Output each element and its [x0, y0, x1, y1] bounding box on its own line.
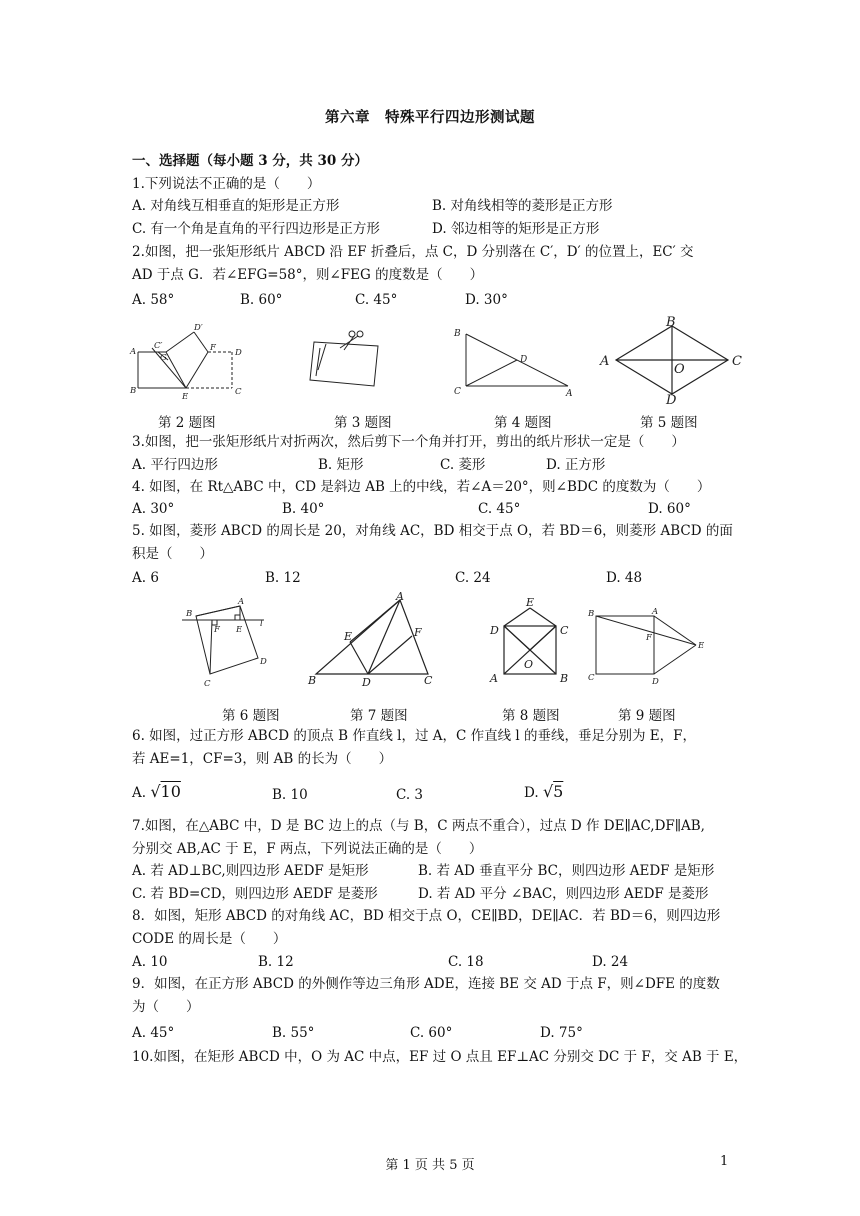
caption-figure-3: 第 3 题图 [334, 415, 392, 431]
fig6-label-c: C [204, 679, 211, 689]
q8-option-b: B. 12 [258, 954, 294, 970]
fig7-label-e: E [344, 630, 353, 643]
q3-option-c: C. 菱形 [440, 457, 486, 473]
q4-option-c: C. 45° [478, 501, 521, 517]
q5-option-c: C. 24 [455, 570, 491, 586]
q1-stem: 1.下列说法不正确的是（ ） [132, 176, 321, 192]
q8-option-d: D. 24 [592, 954, 629, 970]
caption-figure-7: 第 7 题图 [350, 708, 408, 724]
q2-option-d: D. 30° [465, 292, 508, 308]
q9-option-a: A. 45° [132, 1025, 175, 1041]
q9-stem-line2: 为（ ） [132, 999, 200, 1015]
page-number: 1 [720, 1154, 729, 1169]
q2-option-c: C. 45° [355, 292, 398, 308]
fig6-label-l: l [260, 619, 263, 629]
section-heading: 一、选择题（每小题 3 分，共 30 分） [132, 153, 368, 169]
fig5-label-c: C [732, 354, 742, 369]
q3-option-b: B. 矩形 [318, 457, 364, 473]
fig8-label-d: D [490, 624, 499, 637]
figure-9 [584, 600, 714, 688]
fig9-label-d: D [652, 677, 659, 687]
fig8-label-b: B [560, 672, 569, 685]
fig8-label-a: A [490, 672, 498, 685]
q5-stem-line1: 5. 如图，菱形 ABCD 的周长是 20，对角线 AC，BD 相交于点 O，若 BD＝6，则菱形 ABCD 的面 [132, 523, 733, 539]
q6-option-a-letter: A. [132, 785, 147, 801]
figure-3 [300, 320, 396, 400]
fig5-label-d: D [666, 393, 677, 404]
q1-option-d: D. 邻边相等的矩形是正方形 [432, 221, 600, 237]
caption-figure-8: 第 8 题图 [502, 708, 560, 724]
caption-figure-4: 第 4 题图 [494, 415, 552, 431]
q7-option-c: C. 若 BD=CD，则四边形 AEDF 是菱形 [132, 886, 378, 902]
fig6-label-f: F [214, 625, 220, 635]
fig2-label-c: C [235, 387, 242, 397]
q6-stem-line2: 若 AE=1，CF=3，则 AB 的长为（ ） [132, 751, 393, 767]
q6-option-a-radicand: 10 [160, 782, 181, 801]
q6-option-d [524, 783, 563, 802]
q9-option-b: B. 55° [272, 1025, 315, 1041]
fig2-label-b: B [130, 386, 137, 396]
q1-option-b: B. 对角线相等的菱形是正方形 [432, 198, 613, 214]
q6-option-c: C. 3 [396, 787, 424, 803]
q8-stem-line1: 8．如图，矩形 ABCD 的对角线 AC，BD 相交于点 O，CE∥BD，DE∥AC．若 BD＝6，则四边形 [132, 908, 721, 924]
q6-option-b: B. 10 [272, 787, 308, 803]
figure-4 [450, 322, 580, 398]
fig7-label-c: C [424, 674, 433, 686]
caption-figure-6: 第 6 题图 [222, 708, 280, 724]
q2-stem-line2: AD 于点 G．若∠EFG=58°，则∠FEG 的度数是（ ） [132, 267, 484, 283]
q9-option-c: C. 60° [410, 1025, 453, 1041]
q2-stem-line1: 2.如图，把一张矩形纸片 ABCD 沿 EF 折叠后，点 C，D 分别落在 C′，D′ 的位置上，EC′ 交 [132, 244, 694, 260]
fig8-label-o: O [524, 658, 534, 671]
fig6-label-a: A [238, 597, 245, 607]
q2-option-b: B. 60° [240, 292, 283, 308]
fig7-label-d: D [362, 676, 371, 686]
q6-stem-line1: 6. 如图，过正方形 ABCD 的顶点 B 作直线 l，过 A，C 作直线 l 的垂线，垂足分别为 E，F， [132, 728, 697, 744]
fig6-label-b: B [186, 609, 193, 619]
q4-option-d: D. 60° [648, 501, 691, 517]
q5-option-a: A. 6 [132, 570, 159, 586]
fig5-label-a: A [600, 354, 610, 369]
q1-option-a: A. 对角线互相垂直的矩形是正方形 [132, 198, 340, 214]
fig2-label-c-prime: C′ [154, 341, 163, 351]
q7-option-a: A. 若 AD⊥BC,则四边形 AEDF 是矩形 [132, 863, 369, 879]
caption-figure-9: 第 9 题图 [618, 708, 676, 724]
fig4-label-b: B [454, 329, 461, 339]
fig4-label-a: A [566, 389, 573, 398]
caption-figure-5: 第 5 题图 [640, 415, 698, 431]
figure-6 [174, 596, 274, 692]
fig9-label-f: F [646, 633, 652, 643]
fig9-label-b: B [588, 609, 595, 619]
fig7-label-b: B [308, 674, 317, 686]
q2-option-a: A. 58° [132, 292, 175, 308]
q4-option-b: B. 40° [282, 501, 325, 517]
q7-stem-line1: 7.如图，在△ABC 中，D 是 BC 边上的点（与 B，C 两点不重合），过点 D 作 DE∥AC,DF∥AB, [132, 818, 705, 834]
figure-5 [596, 316, 746, 404]
q5-option-d: D. 48 [606, 570, 643, 586]
q7-stem-line2: 分别交 AB,AC 于 E，F 两点，下列说法正确的是（ ） [132, 841, 483, 857]
fig7-label-f: F [414, 626, 422, 639]
q6-option-a [132, 783, 181, 802]
figure-2 [128, 318, 248, 404]
fig2-label-d-prime: D′ [194, 323, 203, 333]
page-footer: 第 1 页 共 5 页 [385, 1158, 475, 1173]
fig9-label-e: E [698, 641, 705, 651]
q4-option-a: A. 30° [132, 501, 175, 517]
q9-stem-line1: 9．如图，在正方形 ABCD 的外侧作等边三角形 ADE，连接 BE 交 AD 于点 F，则∠DFE 的度数 [132, 976, 720, 992]
fig2-label-f: F [210, 343, 216, 353]
fig2-label-g: G [160, 353, 167, 363]
sqrt-symbol: √5 [542, 782, 564, 801]
q5-stem-line2: 积是（ ） [132, 546, 213, 562]
q8-option-a: A. 10 [132, 954, 168, 970]
q10-stem-line1: 10.如图，在矩形 ABCD 中，O 为 AC 中点，EF 过 O 点且 EF⊥AC 分别交 DC 于 F，交 AB 于 E， [132, 1049, 748, 1065]
figure-7 [304, 590, 440, 686]
fig2-label-a: A [130, 347, 137, 357]
q6-option-d-letter: D. [524, 785, 539, 801]
q1-option-c: C. 有一个角是直角的平行四边形是正方形 [132, 221, 380, 237]
q3-option-a: A. 平行四边形 [132, 457, 218, 473]
q8-option-c: C. 18 [448, 954, 484, 970]
fig2-label-e: E [182, 392, 189, 402]
fig9-label-a: A [652, 607, 659, 617]
fig4-label-d: D [520, 355, 528, 365]
fig6-label-e: E [236, 625, 243, 635]
figure-8 [484, 596, 584, 688]
q3-stem: 3.如图，把一张矩形纸片对折两次，然后剪下一个角并打开，剪出的纸片形状一定是（ ） [132, 434, 685, 450]
fig7-label-a: A [396, 590, 404, 603]
q3-option-d: D. 正方形 [546, 457, 606, 473]
fig2-label-d: D [235, 348, 242, 358]
q5-option-b: B. 12 [265, 570, 301, 586]
q7-option-b: B. 若 AD 垂直平分 BC，则四边形 AEDF 是矩形 [418, 863, 715, 879]
q8-stem-line2: CODE 的周长是（ ） [132, 931, 287, 947]
fig5-label-o: O [674, 362, 685, 377]
q4-stem: 4. 如图，在 Rt△ABC 中，CD 是斜边 AB 上的中线，若∠A＝20°，则∠BDC 的度数为（ ） [132, 479, 711, 495]
fig5-label-b: B [666, 316, 676, 330]
fig4-label-c: C [454, 387, 461, 397]
q6-option-d-radicand: 5 [553, 782, 564, 801]
caption-figure-2: 第 2 题图 [158, 415, 216, 431]
q9-option-d: D. 75° [540, 1025, 583, 1041]
page-title: 第六章 特殊平行四边形测试题 [325, 109, 535, 126]
fig9-label-c: C [588, 673, 595, 683]
fig8-label-e: E [526, 596, 535, 609]
q7-option-d: D. 若 AD 平分 ∠BAC，则四边形 AEDF 是菱形 [418, 886, 709, 902]
sqrt-symbol: √10 [150, 782, 181, 801]
fig8-label-c: C [560, 624, 569, 637]
fig6-label-d: D [260, 657, 267, 667]
